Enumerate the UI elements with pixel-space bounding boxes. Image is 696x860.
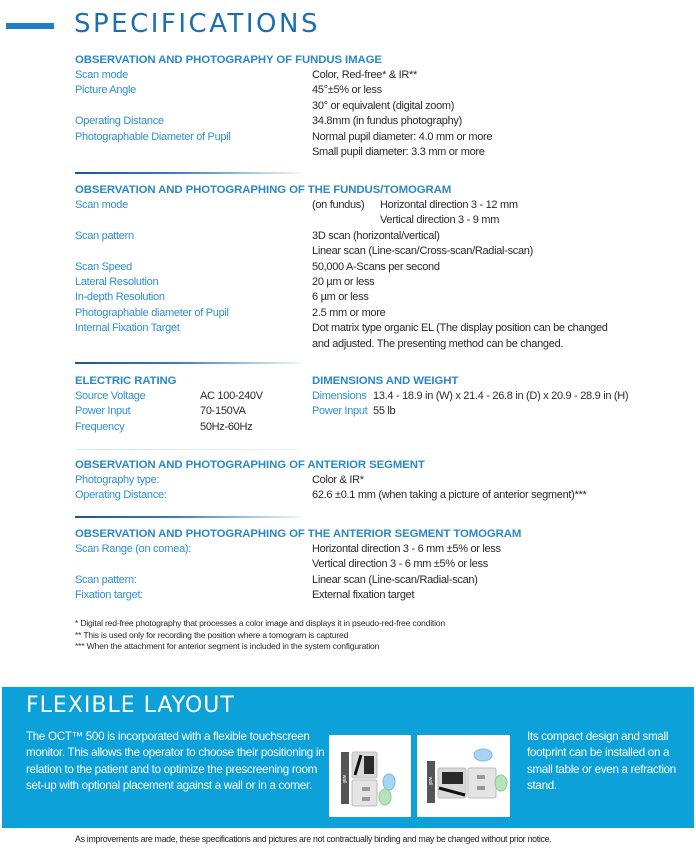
spec-row (75, 337, 675, 352)
spec-rows (75, 229, 675, 352)
spec-label: Picture Angle (75, 84, 136, 97)
spec-label: Scan pattern: (75, 573, 137, 586)
spec-row (75, 68, 675, 83)
spec-label: Operating Distance: (75, 489, 167, 502)
spec-row (312, 389, 692, 404)
section-dimensions-weight (312, 373, 692, 420)
spec-value: Linear scan (Line-scan/Cross-scan/Radial-scan) (312, 245, 533, 258)
spec-value: 45°±5% or less (312, 84, 382, 97)
spec-label: Scan Speed (75, 260, 132, 273)
spec-row (75, 306, 675, 321)
floorplan-corner-icon (329, 735, 411, 817)
section-heading: OBSERVATION AND PHOTOGRAPHING OF ANTERIOR SEGMENT (75, 459, 425, 471)
spec-value: Normal pupil diameter: 4.0 mm or more (312, 130, 493, 143)
spec-label: Internal Fixation Target (75, 322, 180, 335)
spec-rows (75, 473, 675, 504)
spec-value: Linear scan (Line-scan/Radial-scan) (312, 573, 478, 586)
footnotes (75, 618, 445, 653)
spec-value: 6 µm or less (312, 291, 369, 304)
section-fundus-tomogram (75, 182, 675, 352)
spec-value: 50Hz-60Hz (200, 420, 253, 433)
footnote: *** When the attachment for anterior segment is included in the system configuration (75, 641, 380, 652)
spec-value: 34.8mm (in fundus photography) (312, 115, 462, 128)
section-divider (75, 362, 300, 364)
spec-label: Scan mode (75, 69, 128, 81)
section-heading: DIMENSIONS AND WEIGHT (312, 375, 459, 387)
spec-row (75, 321, 675, 336)
spec-label: In-depth Resolution (75, 291, 165, 304)
layout-illustration-corner (329, 735, 411, 817)
spec-label: Scan mode (75, 199, 128, 211)
spec-row (75, 389, 312, 404)
spec-row (75, 130, 675, 145)
section-heading: OBSERVATION AND PHOTOGRAPHING OF THE ANTERIOR SEGMENT TOMOGRAM (75, 528, 522, 540)
spec-row (75, 244, 675, 259)
section-divider (75, 449, 300, 450)
spec-label: Dimensions (312, 390, 367, 402)
spec-value: Dot matrix type organic EL (The display position can be changed (312, 322, 608, 335)
spec-row (75, 420, 312, 435)
spec-label: Photography type: (75, 474, 160, 486)
spec-row (75, 557, 675, 572)
section-fundus-image (75, 52, 675, 160)
spec-row (75, 290, 675, 305)
spec-row (75, 145, 675, 160)
spec-rows (75, 68, 675, 160)
section-heading: ELECTRIC RATING (75, 375, 177, 387)
floorplan-wall-icon (417, 735, 510, 817)
spec-label: Fixation target: (75, 589, 143, 602)
spec-row (75, 473, 675, 488)
scan-mode-horizontal: Horizontal direction 3 - 12 mm (380, 199, 518, 211)
spec-row (75, 213, 675, 228)
section-anterior-tomogram (75, 526, 675, 604)
spec-value: 50,000 A-Scans per second (312, 260, 440, 273)
footnote: ** This is used only for recording the position where a tomogram is captured (75, 629, 349, 640)
panel-title: FLEXIBLE LAYOUT (26, 693, 235, 718)
spec-value: 62.6 ±0.1 mm (when taking a picture of anterior segment)*** (312, 489, 587, 502)
spec-row (75, 198, 675, 213)
spec-label: Scan Range (on cornea): (75, 543, 192, 555)
section-heading: OBSERVATION AND PHOTOGRAPHY OF FUNDUS IMAGE (75, 54, 382, 66)
spec-row (75, 99, 675, 114)
spec-label: Power Input (75, 405, 131, 418)
spec-row (75, 114, 675, 129)
spec-rows (75, 389, 312, 435)
spec-value (312, 198, 518, 213)
spec-rows (312, 389, 692, 420)
section-divider (75, 516, 300, 518)
spec-label: Operating Distance (75, 115, 164, 128)
spec-row (75, 588, 675, 603)
spec-value: and adjusted. The presenting method can be changed. (312, 337, 564, 350)
spec-row (75, 260, 675, 275)
section-electric-rating (75, 373, 312, 435)
spec-label: Scan pattern (75, 229, 134, 242)
spec-value: Horizontal direction 3 - 6 mm ±5% or less (312, 543, 501, 555)
svg-text:wall: wall (427, 776, 433, 786)
spec-row (75, 542, 675, 557)
spec-rows (75, 542, 675, 604)
spec-value: Small pupil diameter: 3.3 mm or more (312, 145, 485, 158)
spec-row (75, 404, 312, 419)
spec-label: Frequency (75, 420, 125, 433)
spec-label: Power Input (312, 405, 368, 418)
section-heading: OBSERVATION AND PHOTOGRAPHING OF THE FUNDUS/TOMOGRAM (75, 184, 452, 196)
spec-value: 3D scan (horizontal/vertical) (312, 229, 440, 242)
spec-value: 70-150VA (200, 405, 246, 418)
disclaimer: As improvements are made, these specifications and pictures are not contractually binding and may be changed without prior notice. (75, 834, 552, 844)
scan-mode-vertical: Vertical direction 3 - 9 mm (380, 214, 500, 227)
panel-side-text: Its compact design and small footprint can be installed on a small table or even a refraction stand. (527, 730, 676, 792)
spec-value: External fixation target (312, 589, 415, 602)
layout-illustration-wall (417, 735, 510, 817)
section-divider (75, 172, 300, 174)
spec-value: Color & IR* (312, 474, 364, 486)
spec-label: Source Voltage (75, 390, 146, 402)
spec-value: AC 100-240V (200, 390, 263, 402)
spec-value: 2.5 mm or more (312, 306, 386, 319)
footnote: * Digital red-free photography that processes a color image and displays it in pseudo-red-free condition (75, 618, 445, 628)
spec-value: 30° or equivalent (digital zoom) (312, 99, 455, 112)
spec-value: 13.4 - 18.9 in (W) x 21.4 - 26.8 in (D) x 20.9 - 28.9 in (H) (373, 390, 629, 402)
scan-mode-prefix: (on fundus) (312, 199, 365, 211)
spec-row (75, 275, 675, 290)
spec-row (75, 83, 675, 98)
svg-text:wall: wall (341, 774, 347, 784)
spec-value: 20 µm or less (312, 275, 375, 288)
spec-label: Photographable Diameter of Pupil (75, 130, 231, 143)
page-title: SPECIFICATIONS (74, 9, 320, 39)
spec-row (75, 229, 675, 244)
spec-label: Lateral Resolution (75, 275, 159, 288)
spec-row (75, 488, 675, 503)
spec-row (312, 404, 692, 419)
spec-value: Vertical direction 3 - 6 mm ±5% or less (312, 558, 488, 571)
spec-value: Color, Red-free* & IR** (312, 69, 417, 81)
section-anterior-segment (75, 457, 675, 504)
spec-label: Photographable diameter of Pupil (75, 306, 229, 319)
title-accent-bar (6, 23, 54, 29)
flexible-layout-panel (2, 687, 694, 828)
spec-value: 55 lb (373, 405, 396, 418)
spec-row (75, 573, 675, 588)
panel-description: The OCT™ 500 is incorporated with a flexible touchscreen monitor. This allows the operator to choose their positioning in relation to the patient and to optimize the prescreening room set-up with optional placement against a wall or in a corner. (26, 730, 325, 792)
